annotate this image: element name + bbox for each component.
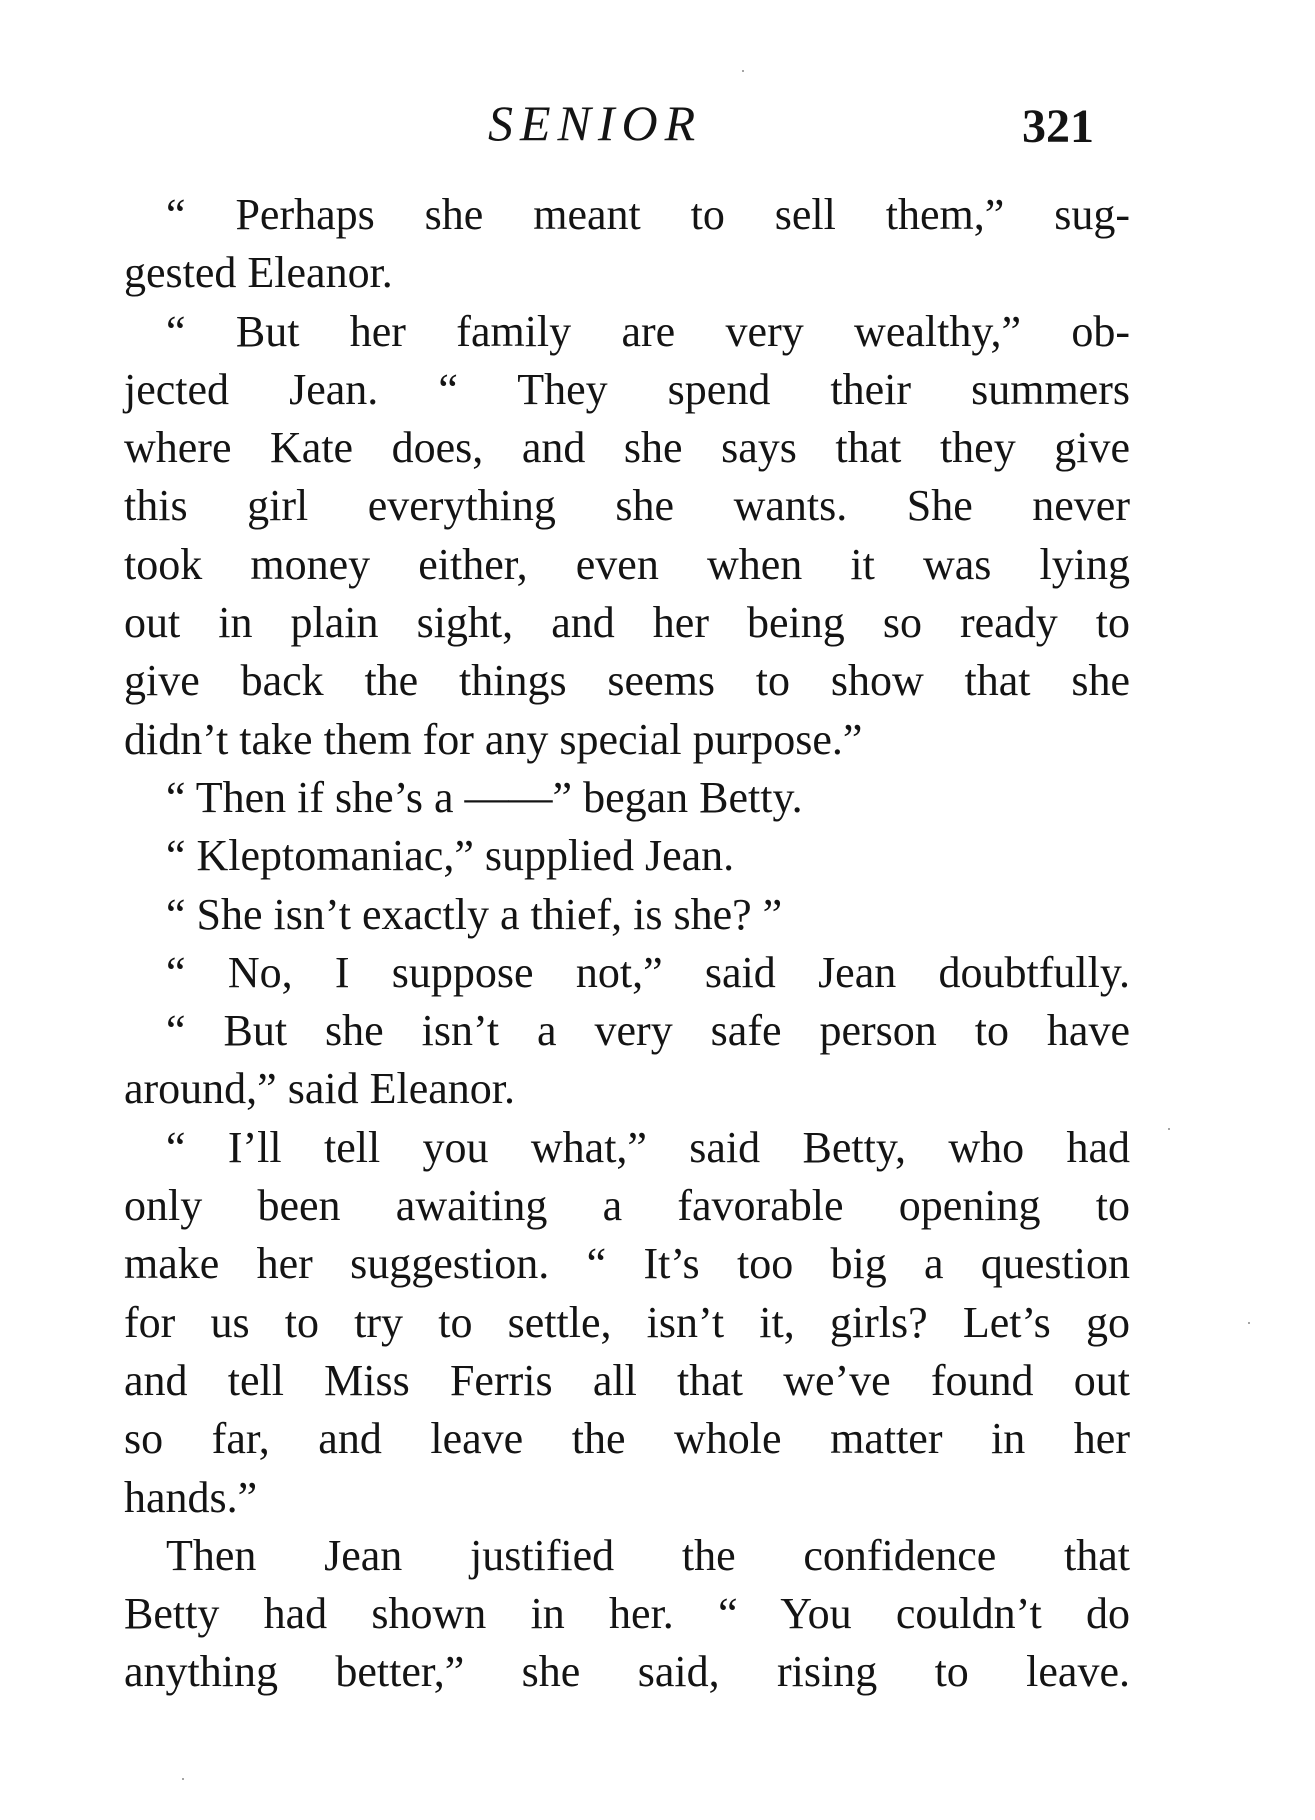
print-speck: [182, 1778, 184, 1780]
running-title: SENIOR: [488, 95, 703, 151]
text-line: anything better,” she said, rising to leave.: [124, 1647, 1130, 1697]
text-line: “ Then if she’s a ——” began Betty.: [166, 772, 803, 822]
text-line: “ I’ll tell you what,” said Betty, who had: [166, 1122, 1130, 1172]
text-line: “ But she isn’t a very safe person to have: [166, 1006, 1130, 1056]
text-line: hands.”: [124, 1472, 258, 1522]
text-line: and tell Miss Ferris all that we’ve found out: [124, 1355, 1130, 1405]
text-line: so far, and leave the whole matter in her: [124, 1414, 1130, 1464]
text-line: this girl everything she wants. She never: [124, 481, 1130, 531]
page-number: 321: [1022, 100, 1094, 153]
text-line: Betty had shown in her. “ You couldn’t do: [124, 1589, 1130, 1639]
print-speck: [1248, 1322, 1250, 1324]
text-line: “ But her family are very wealthy,” ob-: [166, 306, 1130, 356]
text-line: “ She isn’t exactly a thief, is she? ”: [166, 889, 783, 939]
text-line: where Kate does, and she says that they give: [124, 423, 1130, 473]
text-line: give back the things seems to show that she: [124, 656, 1130, 706]
text-line: didn’t take them for any special purpose.”: [124, 714, 863, 764]
text-line: “ Perhaps she meant to sell them,” sug-: [166, 190, 1130, 239]
text-line: jected Jean. “ They spend their summers: [124, 364, 1130, 414]
text-line: “ No, I suppose not,” said Jean doubtfully.: [166, 947, 1130, 997]
text-line: around,” said Eleanor.: [124, 1064, 515, 1114]
text-line: took money either, even when it was lying: [124, 539, 1130, 589]
text-line: only been awaiting a favorable opening to: [124, 1181, 1130, 1231]
text-body: [124, 186, 1130, 1702]
text-line: “ Kleptomaniac,” supplied Jean.: [166, 831, 735, 881]
text-line: make her suggestion. “ It’s too big a question: [124, 1239, 1130, 1289]
print-speck: [1168, 1128, 1170, 1130]
print-speck: [742, 70, 744, 72]
running-head: [0, 88, 1315, 158]
text-line: Then Jean justified the confidence that: [166, 1530, 1130, 1580]
text-line: out in plain sight, and her being so ready to: [124, 598, 1130, 648]
text-line: for us to try to settle, isn’t it, girls? Let’s go: [124, 1297, 1130, 1347]
text-line: gested Eleanor.: [124, 248, 393, 298]
